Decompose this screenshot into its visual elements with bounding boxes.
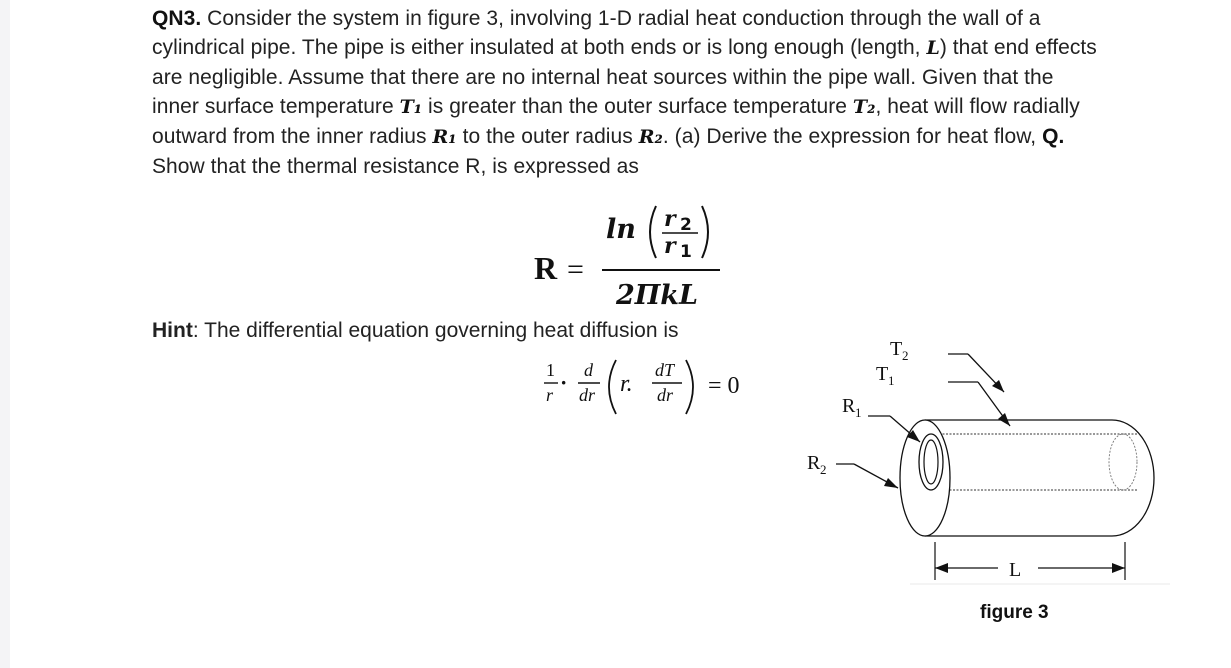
question-text-6: . (a) Derive the expression for heat flow,: [662, 125, 1043, 148]
resistance-lhs: R: [534, 250, 558, 286]
eq-dr-denominator: dr: [579, 385, 596, 405]
length-symbol: L: [926, 37, 940, 59]
hint-text: : The differential equation governing heat diffusion is: [192, 319, 679, 342]
left-paren: [650, 206, 656, 258]
r1-symbol: r: [664, 233, 676, 259]
eq-r-denominator: r: [546, 385, 554, 405]
r2-label: R: [807, 452, 821, 474]
question-text-7: Show that the thermal resistance R, is expressed as: [152, 155, 639, 178]
resistance-formula: [520, 196, 740, 316]
eq-d-numerator: d: [584, 360, 593, 380]
hint-line: [152, 316, 679, 345]
question-text-2: ) that end effects are negligible. Assume that there are no internal heat sources within the pipe wall. Given that the inner surface temperature: [152, 36, 1097, 118]
figure-3-pipe-diagram: [780, 330, 1180, 630]
question-text-5: to the outer radius: [456, 125, 639, 148]
question-text-1: Consider the system in figure 3, involving 1-D radial heat conduction through the wall of a cylindrical pipe. The pipe is either insulated at both ends or is long enough (length,: [152, 7, 1041, 59]
eq-equals-zero: = 0: [708, 373, 740, 399]
eq-left-paren: [609, 360, 616, 414]
r2-subscript: 2: [680, 215, 692, 235]
r2-arrowhead: [884, 478, 898, 488]
inner-temp-symbol: T₁: [399, 96, 423, 118]
far-end-outer-ellipse: [1112, 420, 1154, 536]
hint-label: Hint: [152, 319, 193, 342]
equals-sign: =: [567, 253, 584, 286]
question-text-3: is greater than the outer surface temperature: [422, 95, 853, 118]
outer-temp-symbol: T₂: [852, 96, 876, 118]
t1-subscript: 1: [888, 373, 895, 388]
t1-label: T: [876, 363, 889, 385]
t2-subscript: 2: [902, 348, 909, 363]
eq-r-inner: r.: [620, 371, 633, 397]
eq-dr2: dr: [657, 385, 674, 405]
denominator-text: 2ΠkL: [616, 280, 698, 311]
far-end-inner-bore: [1109, 434, 1137, 490]
r2-subscript: 2: [820, 462, 827, 477]
heat-flow-symbol: Q.: [1042, 125, 1065, 148]
eq-right-paren: [686, 360, 693, 414]
r2-symbol: r: [664, 206, 676, 232]
outer-radius-symbol: R₂: [638, 126, 663, 148]
question-text-4: , heat will flow radially outward from the inner radius: [152, 95, 1080, 148]
r1-subscript: 1: [855, 405, 862, 420]
ln-text: ln: [606, 214, 636, 245]
r1-subscript: 1: [680, 242, 692, 262]
differential-equation: [536, 354, 786, 426]
length-label: L: [1009, 559, 1022, 581]
l-arrowhead-left: [935, 563, 948, 573]
r1-label: R: [842, 395, 856, 417]
right-paren: [702, 206, 708, 258]
eq-dT: dT: [655, 360, 675, 380]
t2-label: T: [890, 338, 903, 360]
l-arrowhead-right: [1112, 563, 1125, 573]
question-label: QN3.: [152, 7, 202, 30]
question-paragraph: [152, 4, 1102, 181]
figure-caption: figure 3: [980, 602, 1049, 623]
inner-radius-symbol: R₁: [432, 126, 457, 148]
eq-one: 1: [546, 360, 555, 380]
eq-dot: ·: [560, 370, 568, 395]
